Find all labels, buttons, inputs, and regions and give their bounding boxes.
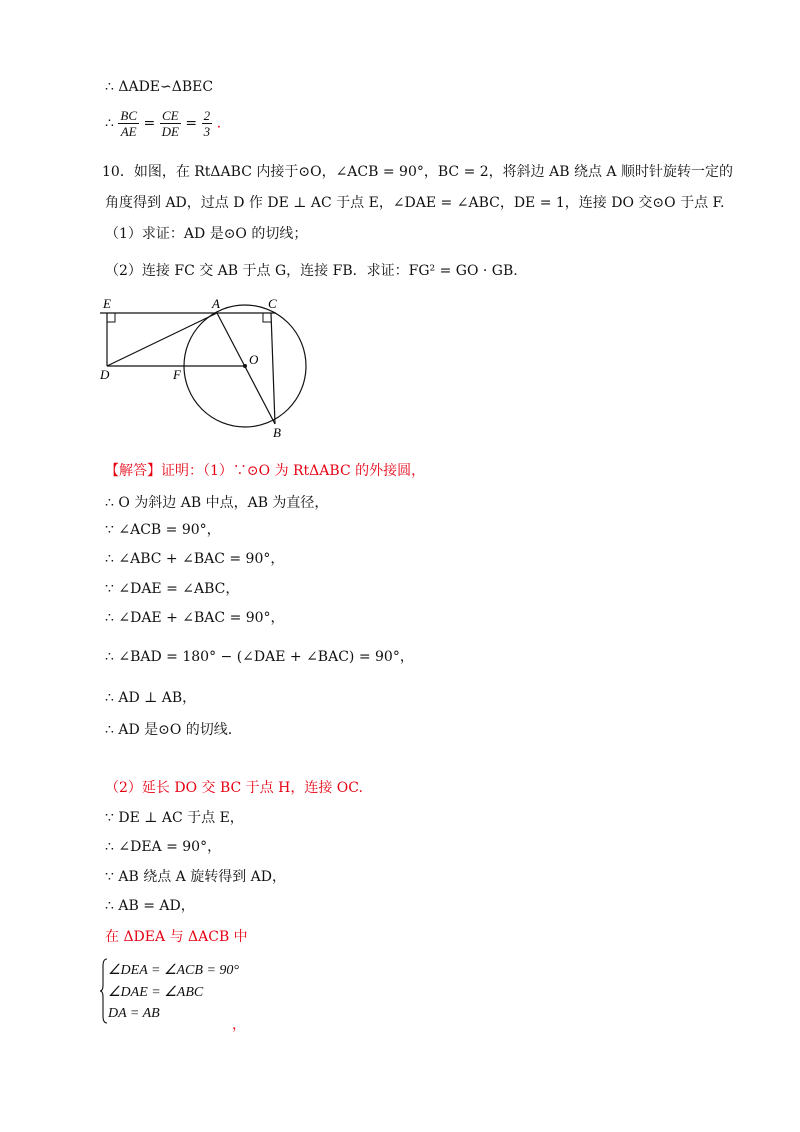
system-line-2: ∠DAE = ∠ABC — [108, 985, 204, 1000]
therefore-symbol: ∴ — [105, 115, 114, 132]
part2-line-6: 在 ΔDEA 与 ΔACB 中 — [105, 929, 248, 945]
line-cb — [271, 313, 275, 424]
line-da — [107, 313, 217, 366]
part2-line-4: ∵ AB 绕点 A 旋转得到 AD， — [105, 869, 287, 885]
solution-line-4: ∴ ∠ABC + ∠BAC = 90°， — [105, 551, 285, 567]
left-brace — [100, 958, 108, 1024]
point-o — [243, 364, 247, 368]
label-d: D — [100, 367, 110, 382]
prev-conclusion: ∴ ΔADE∽ΔBEC — [105, 79, 214, 95]
line-ab — [217, 313, 275, 424]
system-line-1: ∠DEA = ∠ACB = 90° — [108, 963, 239, 978]
fraction-ce-de: $\frac{CE}{DE}$ — [161, 108, 179, 139]
part2-line-3: ∴ ∠DEA = 90°， — [105, 839, 222, 855]
problem-line-2: 角度得到 AD，过点 D 作 DE ⊥ AC 于点 E，∠DAE = ∠ABC，DE = 1，连接 DO 交⊙O 于点 F. — [105, 195, 725, 211]
period: . — [216, 115, 222, 132]
fraction-2-3: $\frac{2}{3}$ — [203, 108, 211, 139]
label-e: E — [103, 296, 111, 311]
solution-line-6: ∴ ∠DAE + ∠BAC = 90°， — [105, 610, 285, 626]
solution-line-7: ∴ ∠BAD = 180° − (∠DAE + ∠BAC) = 90°， — [105, 649, 414, 665]
system-line-3: DA = AB — [108, 1006, 160, 1021]
part2-line-1: （2）延长 DO 交 BC 于点 H，连接 OC. — [105, 780, 363, 796]
prev-ratio: ∴ $\frac{BC}{AE}$ = $\frac{CE}{DE}$ = $\frac{2}{3}$ . — [105, 108, 222, 139]
solution-line-2: ∴ O 为斜边 AB 中点，AB 为直径， — [105, 495, 329, 511]
fraction-bc-ae: $\frac{BC}{AE}$ — [120, 108, 137, 139]
problem-part-1: （1）求证：AD 是⊙O 的切线； — [105, 226, 308, 242]
solution-line-5: ∵ ∠DAE = ∠ABC， — [105, 581, 240, 597]
part2-line-5: ∴ AB = AD， — [105, 898, 195, 914]
system-comma: ， — [232, 1017, 246, 1033]
geometry-figure — [95, 292, 315, 442]
label-b: B — [273, 425, 281, 440]
solution-line-9: ∴ AD 是⊙O 的切线. — [105, 722, 233, 738]
right-angle-e — [107, 313, 115, 322]
part2-line-2: ∵ DE ⊥ AC 于点 E， — [105, 810, 244, 826]
problem-part-2: （2）连接 FC 交 AB 于点 G，连接 FB．求证：FG² = GO · GB. — [105, 263, 518, 279]
problem-line-1: 10．如图，在 RtΔABC 内接于⊙O，∠ACB = 90°，BC = 2，将斜边 AB 绕点 A 顺时针旋转一定的 — [102, 164, 733, 180]
label-c: C — [268, 296, 277, 311]
label-a: A — [212, 296, 220, 311]
right-angle-c — [263, 313, 271, 322]
solution-line-1: 【解答】证明：（1）∵⊙O 为 RtΔABC 的外接圆， — [105, 463, 426, 479]
label-o: O — [249, 352, 259, 367]
solution-line-8: ∴ AD ⊥ AB， — [105, 690, 197, 706]
solution-line-3: ∵ ∠ACB = 90°， — [105, 522, 221, 538]
label-f: F — [173, 367, 181, 382]
